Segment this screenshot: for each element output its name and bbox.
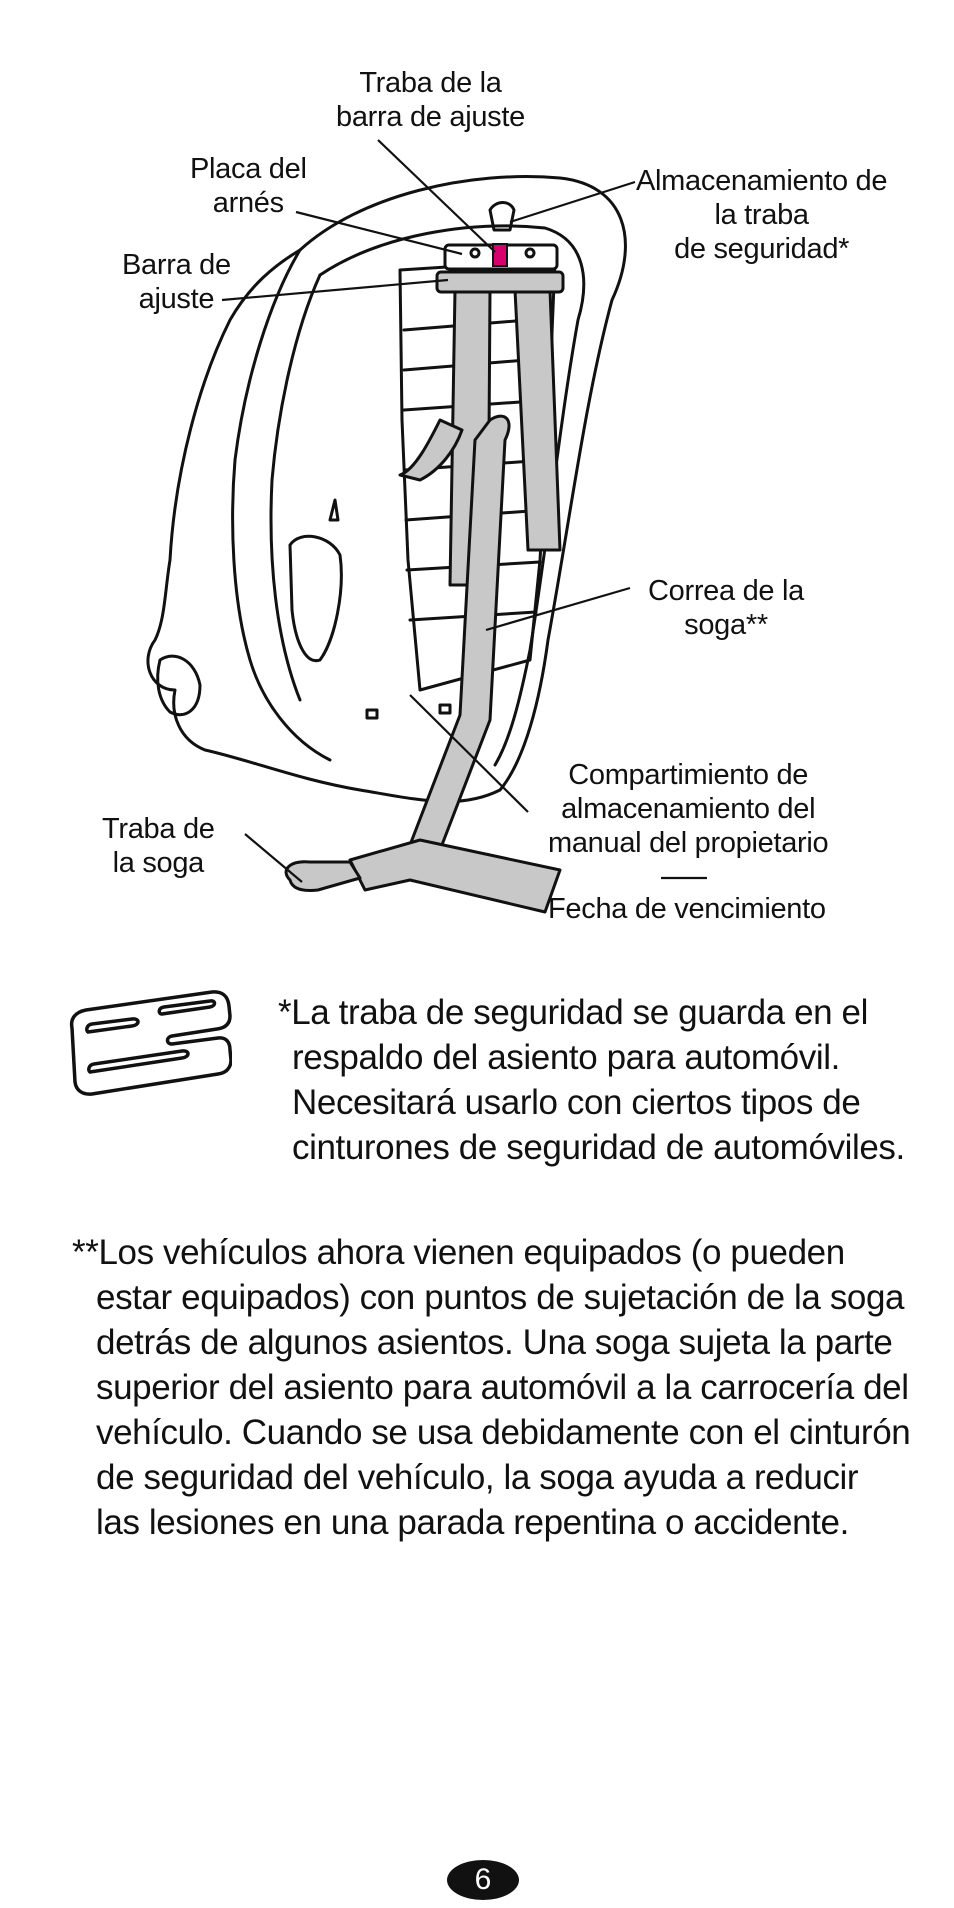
- page-number: 6: [447, 1860, 519, 1900]
- label-adjuster-lock: Traba de la barra de ajuste: [336, 67, 525, 133]
- tether-note: **Los vehículos ahora vienen equipados (o pueden estar equipados) con puntos de sujetación de la soga detrás de algunos asientos. Una soga sujeta la parte superior del asiento para automóvil a la carrocería del vehículo. Cuando se usa debidamente con el cinturón de seguridad del vehículo, la soga ayuda a reducir las lesiones en una parada repentina o accidente.: [72, 1233, 911, 1542]
- adjuster-bar: [437, 272, 563, 292]
- seat-left-wing: [233, 250, 330, 760]
- leader-tether-strap: [486, 588, 630, 630]
- leader-tether-hook: [245, 834, 302, 882]
- side-handle: [290, 536, 341, 660]
- lower-side-opening: [158, 656, 200, 715]
- label-manual-storage: Compartimiento de almacenamiento del manual del propietario: [548, 759, 829, 859]
- manual-compartment-slot-left: [367, 710, 377, 718]
- label-tether-hook: Traba de la soga: [102, 813, 215, 879]
- leader-clip-storage: [510, 182, 635, 222]
- label-harness-plate: Placa del arnés: [190, 153, 307, 219]
- locking-clip-note: *La traba de seguridad se guarda en el respaldo del asiento para automóvil. Necesitará usarlo con ciertos tipos de cinturones de seguridad de automóviles.: [278, 993, 905, 1167]
- label-locking-clip-storage: Almacenamiento de la traba de seguridad*: [636, 165, 888, 265]
- label-tether-strap: Correa de la soga**: [648, 575, 804, 641]
- tether-strap-end: [350, 840, 560, 912]
- tether-hook: [286, 862, 360, 891]
- panel-mark: [330, 500, 338, 520]
- manual-compartment-slot-right: [440, 705, 450, 713]
- label-adjuster-bar: Barra de ajuste: [122, 249, 231, 315]
- adjuster-lock: [493, 244, 507, 266]
- locking-clip-icon: [62, 988, 232, 1108]
- label-expiration-date: Fecha de vencimiento: [548, 893, 826, 925]
